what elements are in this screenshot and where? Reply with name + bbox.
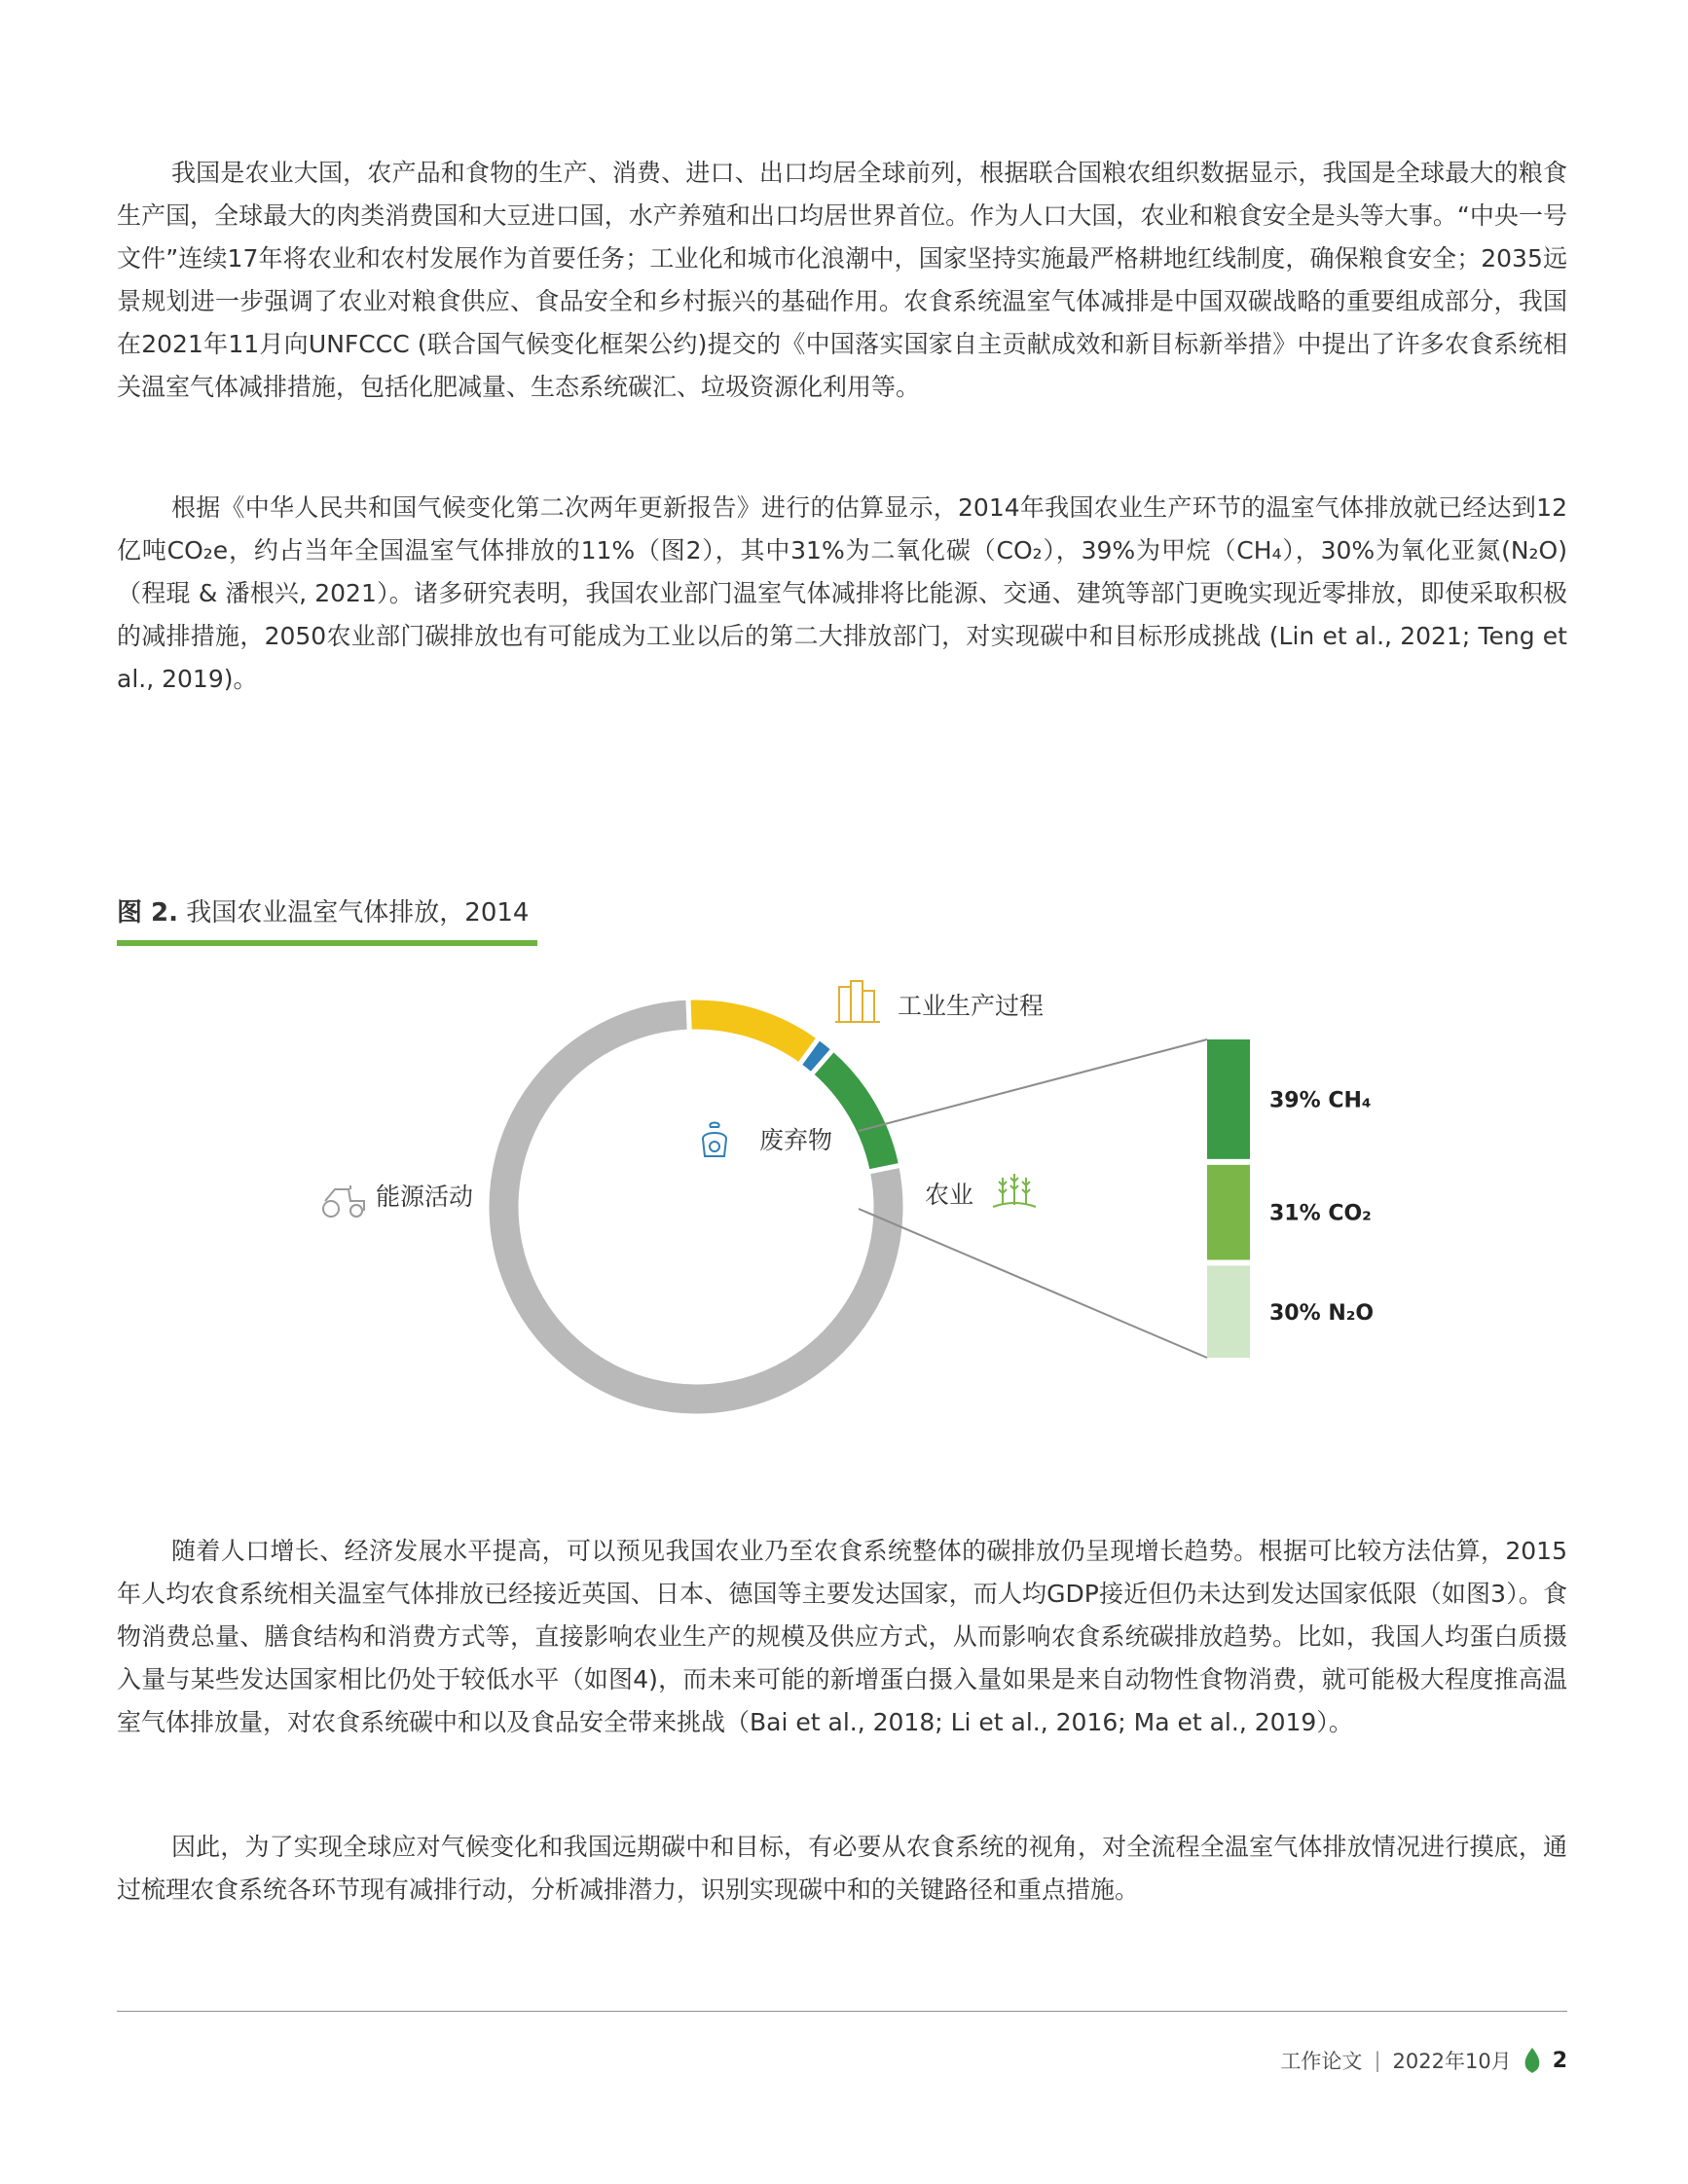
footer-date: 2022年10月	[1392, 2050, 1512, 2073]
figure-number: 图 2.	[117, 898, 179, 928]
breakdown-bar-0	[1207, 1039, 1250, 1159]
breakdown-bar-1	[1207, 1165, 1250, 1260]
donut-slice-factory	[688, 998, 819, 1065]
footer-label: 工作论文	[1280, 2050, 1363, 2073]
footer-separator: |	[1374, 2049, 1381, 2072]
label-industry	[835, 981, 1044, 1022]
wheat-icon	[993, 1174, 1036, 1207]
donut-chart	[0, 954, 1688, 1460]
paragraph-intro: 我国是农业大国，农产品和食物的生产、消费、进口、出口均居全球前列，根据联合国粮农组织数据显示，我国是全球最大的粮食生产国，全球最大的肉类消费国和大豆进口国，水产养殖和出口均居世界首位。作为人口大国，农业和粮食安全是头等大事。“中央一号文件”连续17年将农业和农村发展作为首要任务；工业化和城市化浪潮中，国家坚持实施最严格耕地红线制度，确保粮食安全；2035远景规划进一步强调了农业对粮食供应、食品安全和乡村振兴的基础作用。农食系统温室气体减排是中国双碳战略的重要组成部分，我国在2021年11月向UNFCCC (联合国气候变化框架公约)提交的《中国落实国家自主贡献成效和新目标新举措》中提出了许多农食系统相关温室气体减排措施，包括化肥减量、生态系统碳汇、垃圾资源化利用等。	[117, 159, 1567, 401]
factory-icon	[835, 981, 880, 1022]
paragraph-trend: 随着人口增长、经济发展水平提高，可以预见我国农业乃至农食系统整体的碳排放仍呈现增长趋势。根据可比较方法估算，2015年人均农食系统相关温室气体排放已经接近英国、日本、德国等主要发达国家，而人均GDP接近但仍未达到发达国家低限（如图3）。食物消费总量、膳食结构和消费方式等，直接影响农业生产的规模及供应方式，从而影响农食系统碳排放趋势。比如，我国人均蛋白质摄入量与某些发达国家相比仍处于较低水平（如图4)，而未来可能的新增蛋白摄入量如果是来自动物性食物消费，就可能极大程度推高温室气体排放量，对农食系统碳中和以及食品安全带来挑战（Bai et al., 2018; Li et al., 2016; Ma et al., 2019）。	[117, 1537, 1567, 1736]
donut-slices	[487, 998, 905, 1416]
slice-label-waste: 废弃物	[759, 1126, 833, 1154]
leaf-icon	[1523, 2048, 1541, 2073]
connector-line-bottom	[859, 1209, 1207, 1358]
figure-caption-text: 我国农业温室气体排放，2014	[186, 898, 530, 928]
slice-label-industry: 工业生产过程	[898, 992, 1045, 1020]
breakdown-bars	[1207, 1039, 1374, 1358]
slice-label-agriculture: 农业	[925, 1181, 974, 1209]
figure-caption	[117, 893, 529, 932]
breakdown-bar-2	[1207, 1266, 1250, 1359]
breakdown-label-0: 39% CH₄	[1269, 1088, 1372, 1113]
footer-divider	[117, 2011, 1567, 2012]
page-number: 2	[1552, 2048, 1567, 2073]
figure-title-underline	[117, 940, 537, 946]
breakdown-label-1: 31% CO₂	[1269, 1201, 1372, 1226]
waste-bag-icon	[703, 1123, 726, 1157]
label-agriculture	[925, 1174, 1036, 1209]
breakdown-label-2: 30% N₂O	[1269, 1300, 1375, 1326]
label-waste	[703, 1123, 832, 1157]
footer	[1280, 2046, 1567, 2075]
label-energy	[323, 1183, 473, 1217]
paragraph-emissions: 根据《中华人民共和国气候变化第二次两年更新报告》进行的估算显示，2014年我国农业生产环节的温室气体排放就已经达到12亿吨CO₂e，约占当年全国温室气体排放的11%（图2），其中31%为二氧化碳（CO₂），39%为甲烷（CH₄），30%为氧化亚氮(N₂O)（程琨 & 潘根兴, 2021）。诸多研究表明，我国农业部门温室气体减排将比能源、交通、建筑等部门更晚实现近零排放，即使采取积极的减排措施，2050农业部门碳排放也有可能成为工业以后的第二大排放部门，对实现碳中和目标形成挑战 (Lin et al., 2021; Teng et al., 2019)。	[117, 493, 1567, 693]
connector-line-top	[859, 1039, 1207, 1131]
slice-label-energy: 能源活动	[376, 1183, 474, 1211]
paragraph-conclusion: 因此，为了实现全球应对气候变化和我国远期碳中和目标，有必要从农食系统的视角，对全流程全温室气体排放情况进行摸底，通过梳理农食系统各环节现有减排行动，分析减排潜力，识别实现碳中和的关键路径和重点措施。	[117, 1833, 1567, 1904]
tractor-icon	[323, 1185, 364, 1217]
